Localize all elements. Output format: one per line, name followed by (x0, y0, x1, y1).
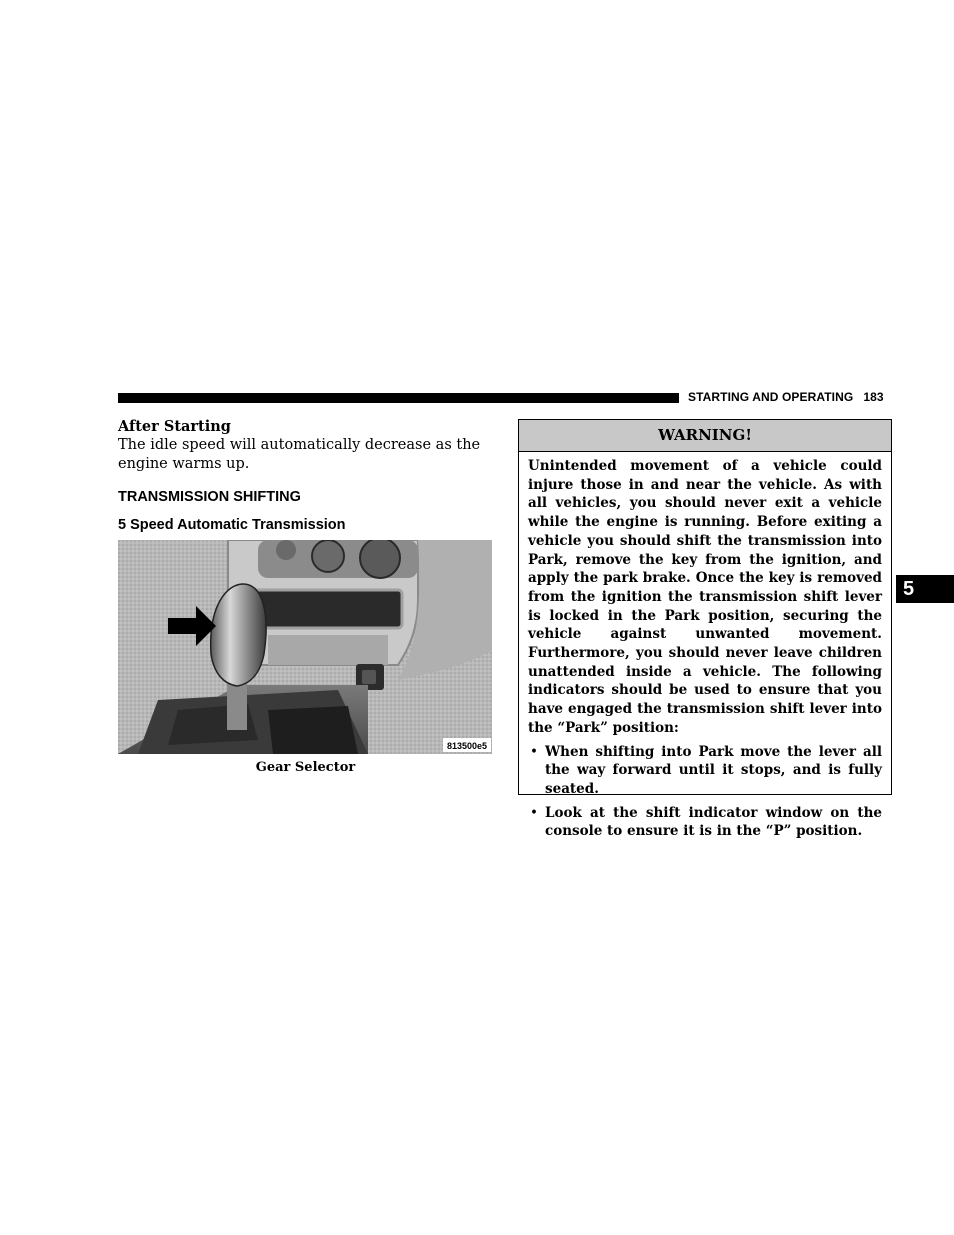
warning-body (519, 452, 891, 841)
figure-code: 813500e5 (446, 741, 488, 751)
running-header (688, 390, 884, 404)
bullet-icon: • (530, 804, 538, 821)
warning-bullet-list (528, 743, 882, 842)
after-starting-heading: After Starting (118, 418, 231, 435)
warning-bullet-text: When shifting into Park move the lever all the way forward until it stops, and is fully seated. (545, 743, 882, 797)
bullet-icon: • (530, 743, 538, 760)
chapter-tab: 5 (896, 575, 954, 603)
warning-bullet-text: Look at the shift indicator window on the console to ensure it is in the “P” position. (545, 804, 882, 840)
after-starting-text: The idle speed will automatically decrease as the engine warms up. (118, 437, 481, 472)
transmission-heading: TRANSMISSION SHIFTING (118, 489, 301, 505)
warning-bullet (528, 804, 882, 841)
transmission-subheading: 5 Speed Automatic Transmission (118, 517, 346, 533)
after-starting-section (118, 417, 493, 474)
header-rule (118, 393, 679, 403)
page-number: 183 (863, 390, 884, 404)
gear-selector-illustration (118, 540, 492, 754)
warning-bullet (528, 743, 882, 799)
gear-selector-photo (118, 540, 492, 754)
warning-box (518, 419, 892, 840)
figure-caption: Gear Selector (255, 760, 356, 775)
header-section-title: STARTING AND OPERATING (688, 390, 854, 404)
warning-text: Unintended movement of a vehicle could injure those in and near the vehicle. As with all vehicles, you should never exit a vehicle while the engine is running. Before exiting a vehicle you should shift the transmission into Park, remove the key from the ignition, and apply the park brake. Once the key is removed from the ignition the transmission shift lever is locked in the Park position, securing the vehicle against unwanted movement. Furthermore, you should never leave children unattended inside a vehicle. The following indicators should be used to ensure that you have engaged the transmission shift lever into the “Park” position: (528, 458, 882, 736)
warning-title: WARNING! (519, 420, 891, 452)
